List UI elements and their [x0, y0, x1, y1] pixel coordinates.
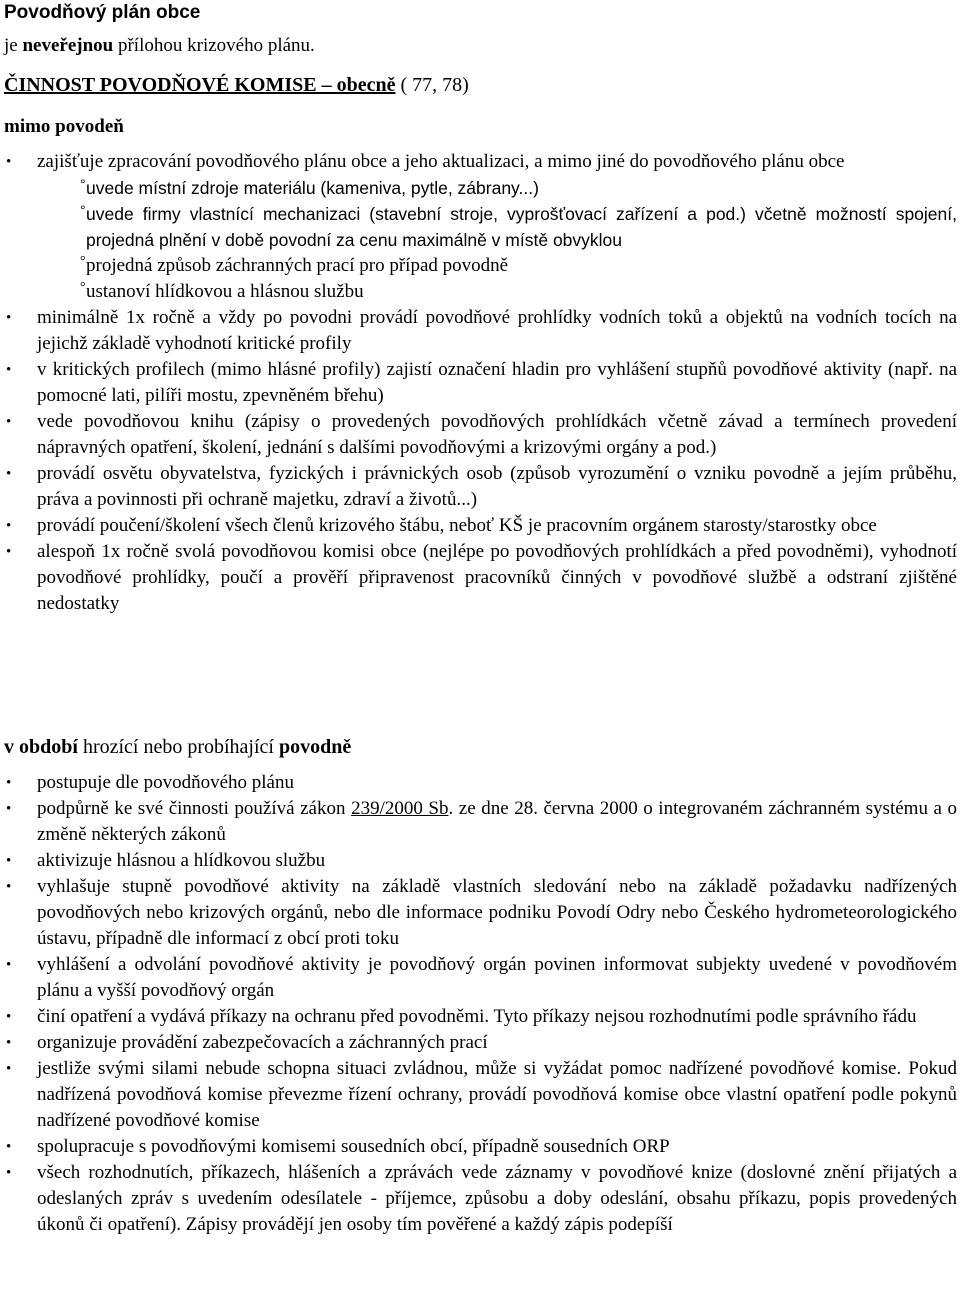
list-item	[4, 796, 957, 848]
sub-list-item	[4, 201, 957, 253]
list-item-text: vyhlašuje stupně povodňové aktivity na základě vlastních sledování nebo na základě požadavku nadřízených povodňových nebo krizových orgánů, nebo dle informace podniku Povodí Odry nebo Českého hydrometeorologického ústavu, případně dle informací z obcí proti toku	[37, 876, 957, 949]
section-heading-reference: ( 77, 78)	[395, 74, 469, 96]
degree-bullet-icon: °	[80, 202, 86, 218]
bullet-icon: •	[6, 1009, 12, 1025]
law-reference-link[interactable]: 239/2000 Sb	[351, 798, 449, 819]
list-item-text-after: . ze dne 28. června 2000 o integrovaném záchranném systému a o změně některých zákonů	[37, 798, 957, 845]
list-item	[4, 1056, 957, 1134]
bullet-icon: •	[6, 310, 12, 326]
before-flood-list	[4, 149, 957, 617]
degree-bullet-icon: °	[80, 254, 86, 269]
during-flood-heading	[4, 734, 351, 760]
list-item-text: aktivizuje hlásnou a hlídkovou službu	[37, 850, 326, 871]
list-item	[4, 1134, 957, 1160]
bullet-icon: •	[6, 1035, 12, 1051]
list-item-text: provádí poučení/školení všech členů krizového štábu, neboť KŠ je pracovním orgánem starosty/starostky obce	[37, 515, 877, 536]
bullet-icon: •	[6, 1139, 12, 1155]
list-item	[4, 305, 957, 357]
list-item-text: v kritických profilech (mimo hlásné profily) zajistí označení hladin pro vyhlášení stupňů povodňové aktivity (např. na pomocné lati, pilíři mostu, zpevněném břehu)	[37, 359, 957, 406]
list-item	[4, 409, 957, 461]
bullet-icon: •	[6, 154, 12, 170]
before-flood-heading	[4, 114, 124, 140]
list-item-text: spolupracuje s povodňovými komisemi sousedních obcí, případně sousedních ORP	[37, 1136, 670, 1157]
list-item-text: postupuje dle povodňového plánu	[37, 772, 294, 793]
list-item	[4, 357, 957, 409]
section-heading-bold: ČINNOST POVODŇOVÉ KOMISE – obecně	[4, 74, 396, 96]
list-item	[4, 952, 957, 1004]
bullet-icon: •	[6, 879, 12, 895]
during-flood-heading-part3: povodně	[278, 736, 352, 758]
list-item-text: vede povodňovou knihu (zápisy o provedených povodňových prohlídkách včetně závad a termínech provedení nápravných opatření, školení, jednání s dalšími povodňovými a krizovými orgány a pod.)	[37, 411, 957, 458]
bullet-icon: •	[6, 466, 12, 482]
sub-list-item-text: ustanoví hlídkovou a hlásnou službu	[86, 281, 364, 302]
bullet-icon: •	[6, 518, 12, 534]
list-item-text: alespoň 1x ročně svolá povodňovou komisi obce (nejlépe po povodňových prohlídkách a před povodněmi), vyhodnotí povodňové prohlídky, poučí a prověří připravenost pracovníků činných v povodňové službě a odstraní zjištěné nedostatky	[37, 541, 957, 614]
intro-bold-word: neveřejnou	[22, 35, 114, 56]
list-item-text: všech rozhodnutích, příkazech, hlášeních a zprávách vede záznamy v povodňové knize (doslovné znění přijatých a odeslaných zpráv s uvedením odesílatele - příjemce, způsobu a doby odeslání, obsahu příkazu, popis provedených úkonů či opatření). Zápisy provádějí jen osoby tím pověřené a každý zápis podepíší	[37, 1162, 957, 1235]
list-item	[4, 539, 957, 617]
sub-list-item-text: uvede firmy vlastnící mechanizaci (stavební stroje, vyprošťovací zařízení a pod.) včetně možností spojení, projedná plnění v době povodní za cenu maximálně v místě obvyklou	[86, 204, 957, 250]
list-item	[4, 1004, 957, 1030]
bullet-icon: •	[6, 775, 12, 791]
sub-list-item-text: projedná způsob záchranných prací pro případ povodně	[86, 255, 509, 276]
sub-list-item-text: uvede místní zdroje materiálu (kameniva, pytle, zábrany...)	[86, 178, 539, 198]
list-item-text: minimálně 1x ročně a vždy po povodni provádí povodňové prohlídky vodních toků a objektů na vodních tocích na jejichž základě vyhodnotí kritické profily	[37, 307, 957, 354]
bullet-icon: •	[6, 957, 12, 973]
list-item	[4, 848, 957, 874]
list-item-text: zajišťuje zpracování povodňového plánu obce a jeho aktualizaci, a mimo jiné do povodňového plánu obce	[37, 151, 845, 172]
sub-list	[37, 175, 957, 305]
bullet-icon: •	[6, 1165, 12, 1181]
document-title: Povodňový plán obce	[4, 2, 201, 23]
sub-list-item	[4, 175, 957, 201]
bullet-icon: •	[6, 414, 12, 430]
sub-list-item	[4, 253, 957, 279]
bullet-icon: •	[6, 1061, 12, 1077]
degree-bullet-icon: °	[80, 280, 86, 295]
bullet-icon: •	[6, 853, 12, 869]
intro-text-before: je	[4, 35, 23, 56]
list-item-text: činí opatření a vydává příkazy na ochranu před povodněmi. Tyto příkazy nejsou rozhodnutími podle správního řádu	[37, 1006, 917, 1027]
during-flood-list	[4, 770, 957, 1238]
bullet-icon: •	[6, 362, 12, 378]
list-item	[4, 513, 957, 539]
degree-bullet-icon: °	[80, 176, 86, 192]
intro-line	[4, 33, 315, 59]
section-heading	[4, 72, 469, 98]
intro-text-after: přílohou krizového plánu.	[113, 35, 315, 56]
bullet-icon: •	[6, 544, 12, 560]
during-flood-heading-part2: hrozící nebo probíhající	[77, 736, 279, 758]
list-item	[4, 770, 957, 796]
list-item	[4, 149, 957, 305]
sub-list-item	[4, 279, 957, 305]
list-item-text: provádí osvětu obyvatelstva, fyzických i právnických osob (způsob vyrozumění o vzniku povodně a jejím průběhu, práva a povinnosti při ochraně majetku, zdraví a životů...)	[37, 463, 957, 510]
list-item	[4, 461, 957, 513]
list-item-text-before: podpůrně ke své činnosti používá zákon	[37, 798, 352, 819]
list-item-text: vyhlášení a odvolání povodňové aktivity je povodňový orgán povinen informovat subjekty uvedené v povodňovém plánu a vyšší povodňový orgán	[37, 954, 957, 1001]
list-item	[4, 1030, 957, 1056]
list-item	[4, 874, 957, 952]
list-item	[4, 1160, 957, 1238]
bullet-icon: •	[6, 801, 12, 817]
during-flood-heading-part1: v období	[4, 736, 78, 758]
list-item-text: organizuje provádění zabezpečovacích a záchranných prací	[37, 1032, 488, 1053]
before-flood-heading-text: mimo povodeň	[4, 116, 124, 137]
list-item-text: jestliže svými silami nebude schopna situaci zvládnou, může si vyžádat pomoc nadřízené povodňové komise. Pokud nadřízená povodňová komise převezme řízení ochrany, provádí povodňová komise obce vlastní opatření podle pokynů nadřízené povodňové komise	[37, 1058, 957, 1131]
